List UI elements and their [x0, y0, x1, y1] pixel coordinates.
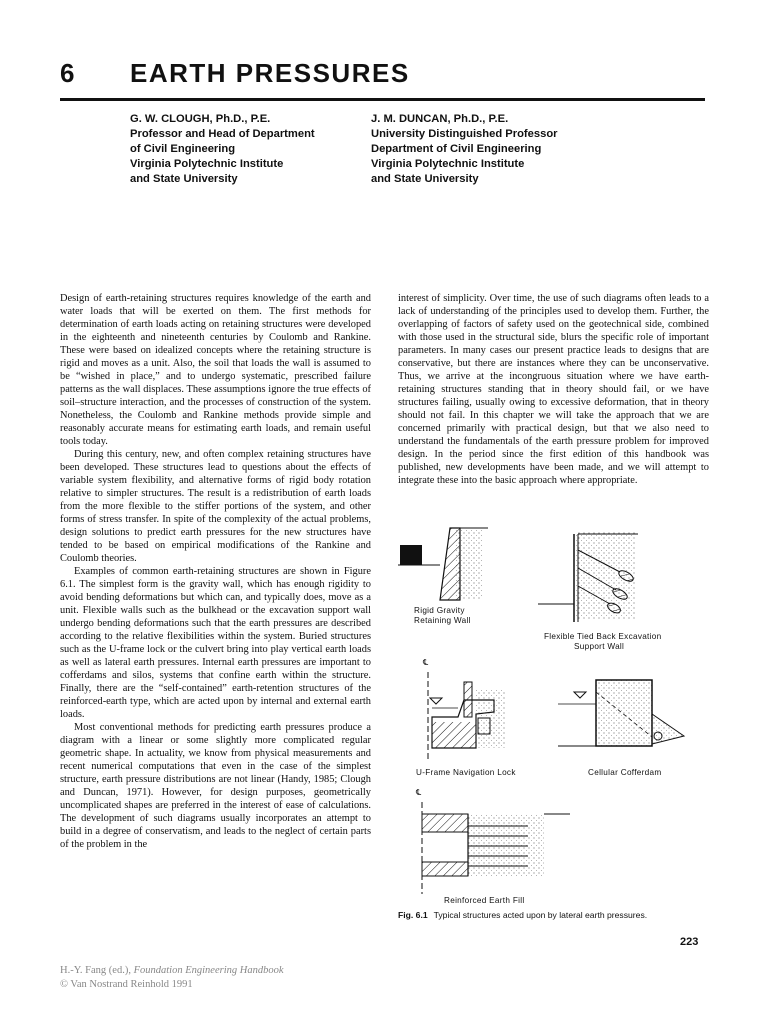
- author-institution: Virginia Polytechnic Institute: [130, 158, 284, 170]
- author-block-duncan: [371, 112, 611, 187]
- author-title: University Distinguished Professor: [371, 128, 558, 140]
- body-paragraph: During this century, new, and often complex retaining structures have been developed. These structures lead to questions about the effects of variable system flexibility, and alternative forms of rigid body rotation relative to simpler structures. The result is a redistribution of earth loads from the more flexible to the stiffer portions of the system, and other forms of stress transfer. In spite of the complexity of the actual problems, design solutions to predict earth pressures for the new structures have tended to be based on empirical modifications of the Rankine and Coulomb theories.: [60, 449, 371, 564]
- label-retaining-wall: Retaining Wall: [414, 616, 471, 625]
- figure-drawing: [398, 522, 710, 914]
- figure-caption: [398, 910, 647, 920]
- footer-editor: H.-Y. Fang (ed.),: [60, 965, 134, 976]
- chapter-number: 6: [60, 58, 76, 88]
- figure-6-1: [398, 522, 710, 914]
- label-tied-back: Flexible Tied Back Excavation: [544, 632, 662, 641]
- author-institution-line2: and State University: [371, 173, 479, 185]
- body-paragraph: interest of simplicity. Over time, the use of such diagrams often leads to a lack of understanding of the principles used to develop them. Further, the overlapping of factors of safety used on the geotechnical side, combined with those used in the structural side, blurs the specific role of important parameters. In many cases our present practice leads to designs that are conservative, but there are instances where they can be unconservative. Thus, we arrive at the incongruous situation where we have earth-retaining structures standing that in theory should fail, or we have structures failing, usually owing to excessive deformation, that in theory should not fail. In this chapter we will take the approach that we are concerned primarily with practical design, but that we also need to understand the fundamentals of the earth pressure problem for improved design. In the period since the first edition of this handbook was published, new developments have been made, and we will attempt to integrate these into the basic approach where appropriate.: [398, 293, 709, 486]
- label-rigid-gravity: Rigid Gravity: [414, 606, 465, 615]
- chapter-title: EARTH PRESSURES: [130, 58, 410, 88]
- author-department: of Civil Engineering: [130, 143, 236, 155]
- centerline-symbol-uframe: ℄: [423, 658, 429, 667]
- body-right-column: [398, 292, 709, 487]
- author-name: J. M. DUNCAN, Ph.D., P.E.: [371, 113, 509, 125]
- author-institution: Virginia Polytechnic Institute: [371, 158, 525, 170]
- body-paragraph: Most conventional methods for predicting earth pressures produce a diagram with a linear or some slightly more complicated regular geometric shape. In actuality, we know from physical measurements and recent numerical computations that even in the case of the simplest structure, earth pressure distributions are not linear (Handy, 1985; Clough and Duncan, 1971). However, for design purposes, geometrically uncomplicated shapes are preferred in the interest of ease of calculations. The development of such diagrams usually incorporates an attempt to build in a degree of conservatism, and leads to the neglect of certain parts of the problem in the: [60, 722, 371, 850]
- label-uframe-lock: U-Frame Navigation Lock: [416, 768, 516, 777]
- label-reinforced-earth: Reinforced Earth Fill: [444, 896, 525, 905]
- reinforced-earth-diagram: [422, 802, 570, 894]
- label-cellular-cofferdam: Cellular Cofferdam: [588, 768, 662, 777]
- figure-caption-number: Fig. 6.1: [398, 910, 428, 920]
- figure-caption-text: Typical structures acted upon by lateral earth pressures.: [433, 910, 648, 920]
- body-paragraph: Examples of common earth-retaining structures are shown in Figure 6.1. The simplest form is the gravity wall, which has enough rigidity to avoid bending deformations but which can, and typically does, move as a unit. Flexible walls such as the bulkhead or the excavation support wall undergo bending deformations such that the earth pressures are described according to the relative flexibilities within the system. Buried structures such as the U-frame lock or the culvert bring into play vertical earth loads as well as lateral earth pressures. Internal earth pressures are important to cofferdams and silos, systems that confine earth within the structure. Finally, there are the “self-contained” earth-retention structures of the reinforced-earth type, which are acted upon by internal and external earth loads.: [60, 566, 371, 720]
- author-block-clough: [130, 112, 370, 187]
- author-institution-line2: and State University: [130, 173, 238, 185]
- u-frame-lock-diagram: [428, 672, 506, 762]
- footer-copyright: © Van Nostrand Reinhold 1991: [60, 979, 193, 990]
- tied-back-wall-diagram: [538, 532, 638, 622]
- body-paragraph: Design of earth-retaining structures requires knowledge of the earth and water loads that will be exerted on them. The first methods for determination of earth loads acting on retaining structures were developed in the eighteenth and nineteenth centuries by Coulomb and Rankine. These were based on idealized concepts where the retaining structure is rigid and moves as a unit. Also, the soil that loads the wall is assumed to be “wished in place,” and to undergo systematic, prescribed failure patterns as the wall displaces. These assumptions ignore the true effects of soil–structure interaction, and the processes of construction of the system. Nonetheless, the Coulomb and Rankine methods provide simple and reasonably accurate means for estimating earth loads, and remain useful tools today.: [60, 293, 371, 447]
- centerline-symbol-reinforced: ℄: [416, 788, 422, 797]
- title-rule: [60, 98, 705, 101]
- page-number: 223: [680, 936, 699, 948]
- author-name: G. W. CLOUGH, Ph.D., P.E.: [130, 113, 271, 125]
- rigid-gravity-wall-diagram: [398, 528, 488, 600]
- body-left-column: [60, 292, 371, 851]
- label-support-wall: Support Wall: [574, 642, 625, 651]
- footer: [60, 964, 284, 992]
- author-title: Professor and Head of Department: [130, 128, 315, 140]
- footer-book-title: Foundation Engineering Handbook: [133, 965, 284, 976]
- cellular-cofferdam-diagram: [558, 680, 684, 746]
- author-department: Department of Civil Engineering: [371, 143, 542, 155]
